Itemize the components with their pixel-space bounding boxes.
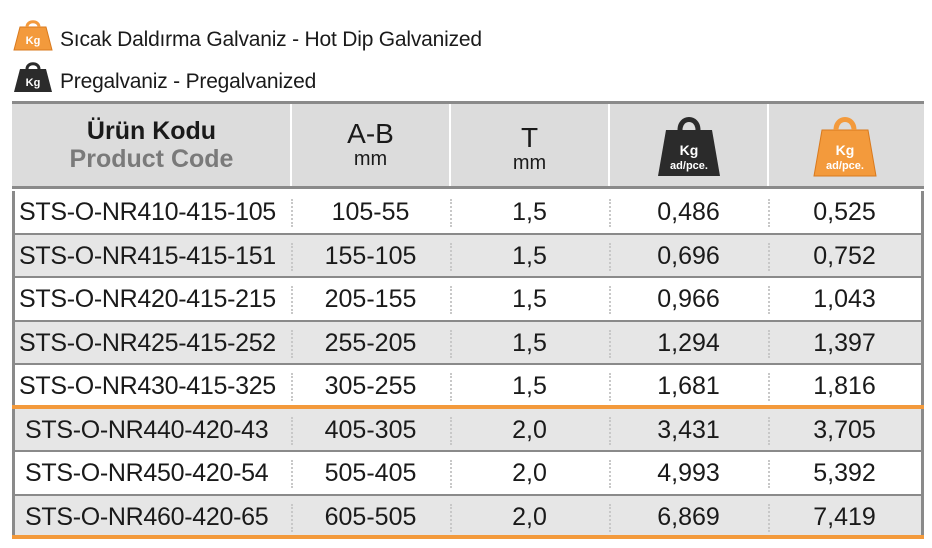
header-kg-pre-badge: Kg <box>679 142 698 158</box>
legend-pre-badge: Kg <box>25 77 41 89</box>
table-row <box>12 452 924 496</box>
weight-black-icon <box>10 60 56 94</box>
table-row <box>12 235 924 279</box>
cell-product-code: STS-O-NR420-415-215 <box>19 285 276 313</box>
cell-t: 1,5 <box>512 198 547 226</box>
cell-kg-pre: 0,486 <box>657 198 720 226</box>
cell-product-code: STS-O-NR430-415-325 <box>19 372 276 400</box>
header-product-code <box>12 104 291 186</box>
cell-product-code: STS-O-NR425-415-252 <box>19 328 276 357</box>
header-t-unit: mm <box>512 152 547 174</box>
cell-t: 1,5 <box>512 241 547 270</box>
header-product-code-en: Product Code <box>69 145 234 173</box>
cell-kg-pre: 0,966 <box>657 285 720 313</box>
cell-t: 1,5 <box>512 328 547 357</box>
table-row <box>12 496 924 540</box>
header-kg-pre-unit: ad/pce. <box>669 160 708 172</box>
header-t-label: T <box>520 122 539 153</box>
cell-ab: 105-55 <box>331 198 410 226</box>
cell-product-code: STS-O-NR450-420-54 <box>25 459 269 487</box>
legend-pregalvanized <box>10 60 316 94</box>
table-row <box>12 365 924 409</box>
table-header <box>12 101 924 189</box>
table-row <box>12 191 924 235</box>
header-product-code-tr: Ürün Kodu <box>86 117 217 145</box>
cell-ab: 305-255 <box>324 372 417 400</box>
weight-black-icon <box>652 110 726 180</box>
cell-product-code: STS-O-NR410-415-105 <box>19 198 276 226</box>
cell-ab: 205-155 <box>324 285 417 313</box>
cell-kg-hot: 1,816 <box>813 372 876 400</box>
cell-ab: 255-205 <box>324 328 417 357</box>
cell-t: 1,5 <box>512 372 547 400</box>
cell-kg-hot: 7,419 <box>813 502 876 531</box>
header-ab-label: A-B <box>347 118 394 149</box>
weight-orange-icon <box>808 110 882 180</box>
cell-product-code: STS-O-NR440-420-43 <box>25 415 269 444</box>
header-ab-unit: mm <box>353 148 388 170</box>
cell-kg-hot: 1,397 <box>813 328 876 357</box>
header-kg-hot-unit: ad/pce. <box>826 160 864 172</box>
table-row <box>12 278 924 322</box>
cell-kg-pre: 4,993 <box>657 459 720 487</box>
cell-product-code: STS-O-NR415-415-151 <box>19 241 276 270</box>
cell-t: 2,0 <box>512 415 547 444</box>
cell-ab: 505-405 <box>324 459 417 487</box>
cell-kg-pre: 6,869 <box>657 502 720 531</box>
cell-ab: 405-305 <box>324 415 417 444</box>
cell-kg-pre: 0,696 <box>657 241 720 270</box>
legend-hot-text: Sıcak Daldırma Galvaniz - Hot Dip Galvanized <box>60 28 482 51</box>
table-row <box>12 322 924 366</box>
legend-hot-dip <box>10 18 482 52</box>
header-kg-hot-badge: Kg <box>835 142 855 158</box>
header-ab <box>292 104 449 186</box>
cell-t: 2,0 <box>512 502 547 531</box>
cell-kg-pre: 3,431 <box>657 415 720 444</box>
cell-kg-hot: 0,525 <box>813 198 876 226</box>
cell-kg-hot: 5,392 <box>813 459 876 487</box>
cell-kg-hot: 0,752 <box>813 241 876 270</box>
cell-ab: 605-505 <box>324 502 417 531</box>
table-row <box>12 409 924 453</box>
cell-kg-pre: 1,294 <box>657 328 720 357</box>
cell-t: 1,5 <box>512 285 547 313</box>
cell-kg-hot: 1,043 <box>813 285 876 313</box>
header-kg-pregalvanized <box>610 104 767 186</box>
weight-orange-icon <box>10 18 56 52</box>
cell-ab: 155-105 <box>324 241 417 270</box>
header-t <box>451 104 608 186</box>
cell-kg-hot: 3,705 <box>813 415 876 444</box>
cell-t: 2,0 <box>512 459 547 487</box>
cell-kg-pre: 1,681 <box>657 372 720 400</box>
legend-pre-text: Pregalvaniz - Pregalvanized <box>60 70 317 93</box>
table-body <box>12 191 924 539</box>
header-kg-hot-dip <box>769 104 921 186</box>
cell-product-code: STS-O-NR460-420-65 <box>25 502 269 531</box>
legend-hot-badge: Kg <box>25 35 41 47</box>
